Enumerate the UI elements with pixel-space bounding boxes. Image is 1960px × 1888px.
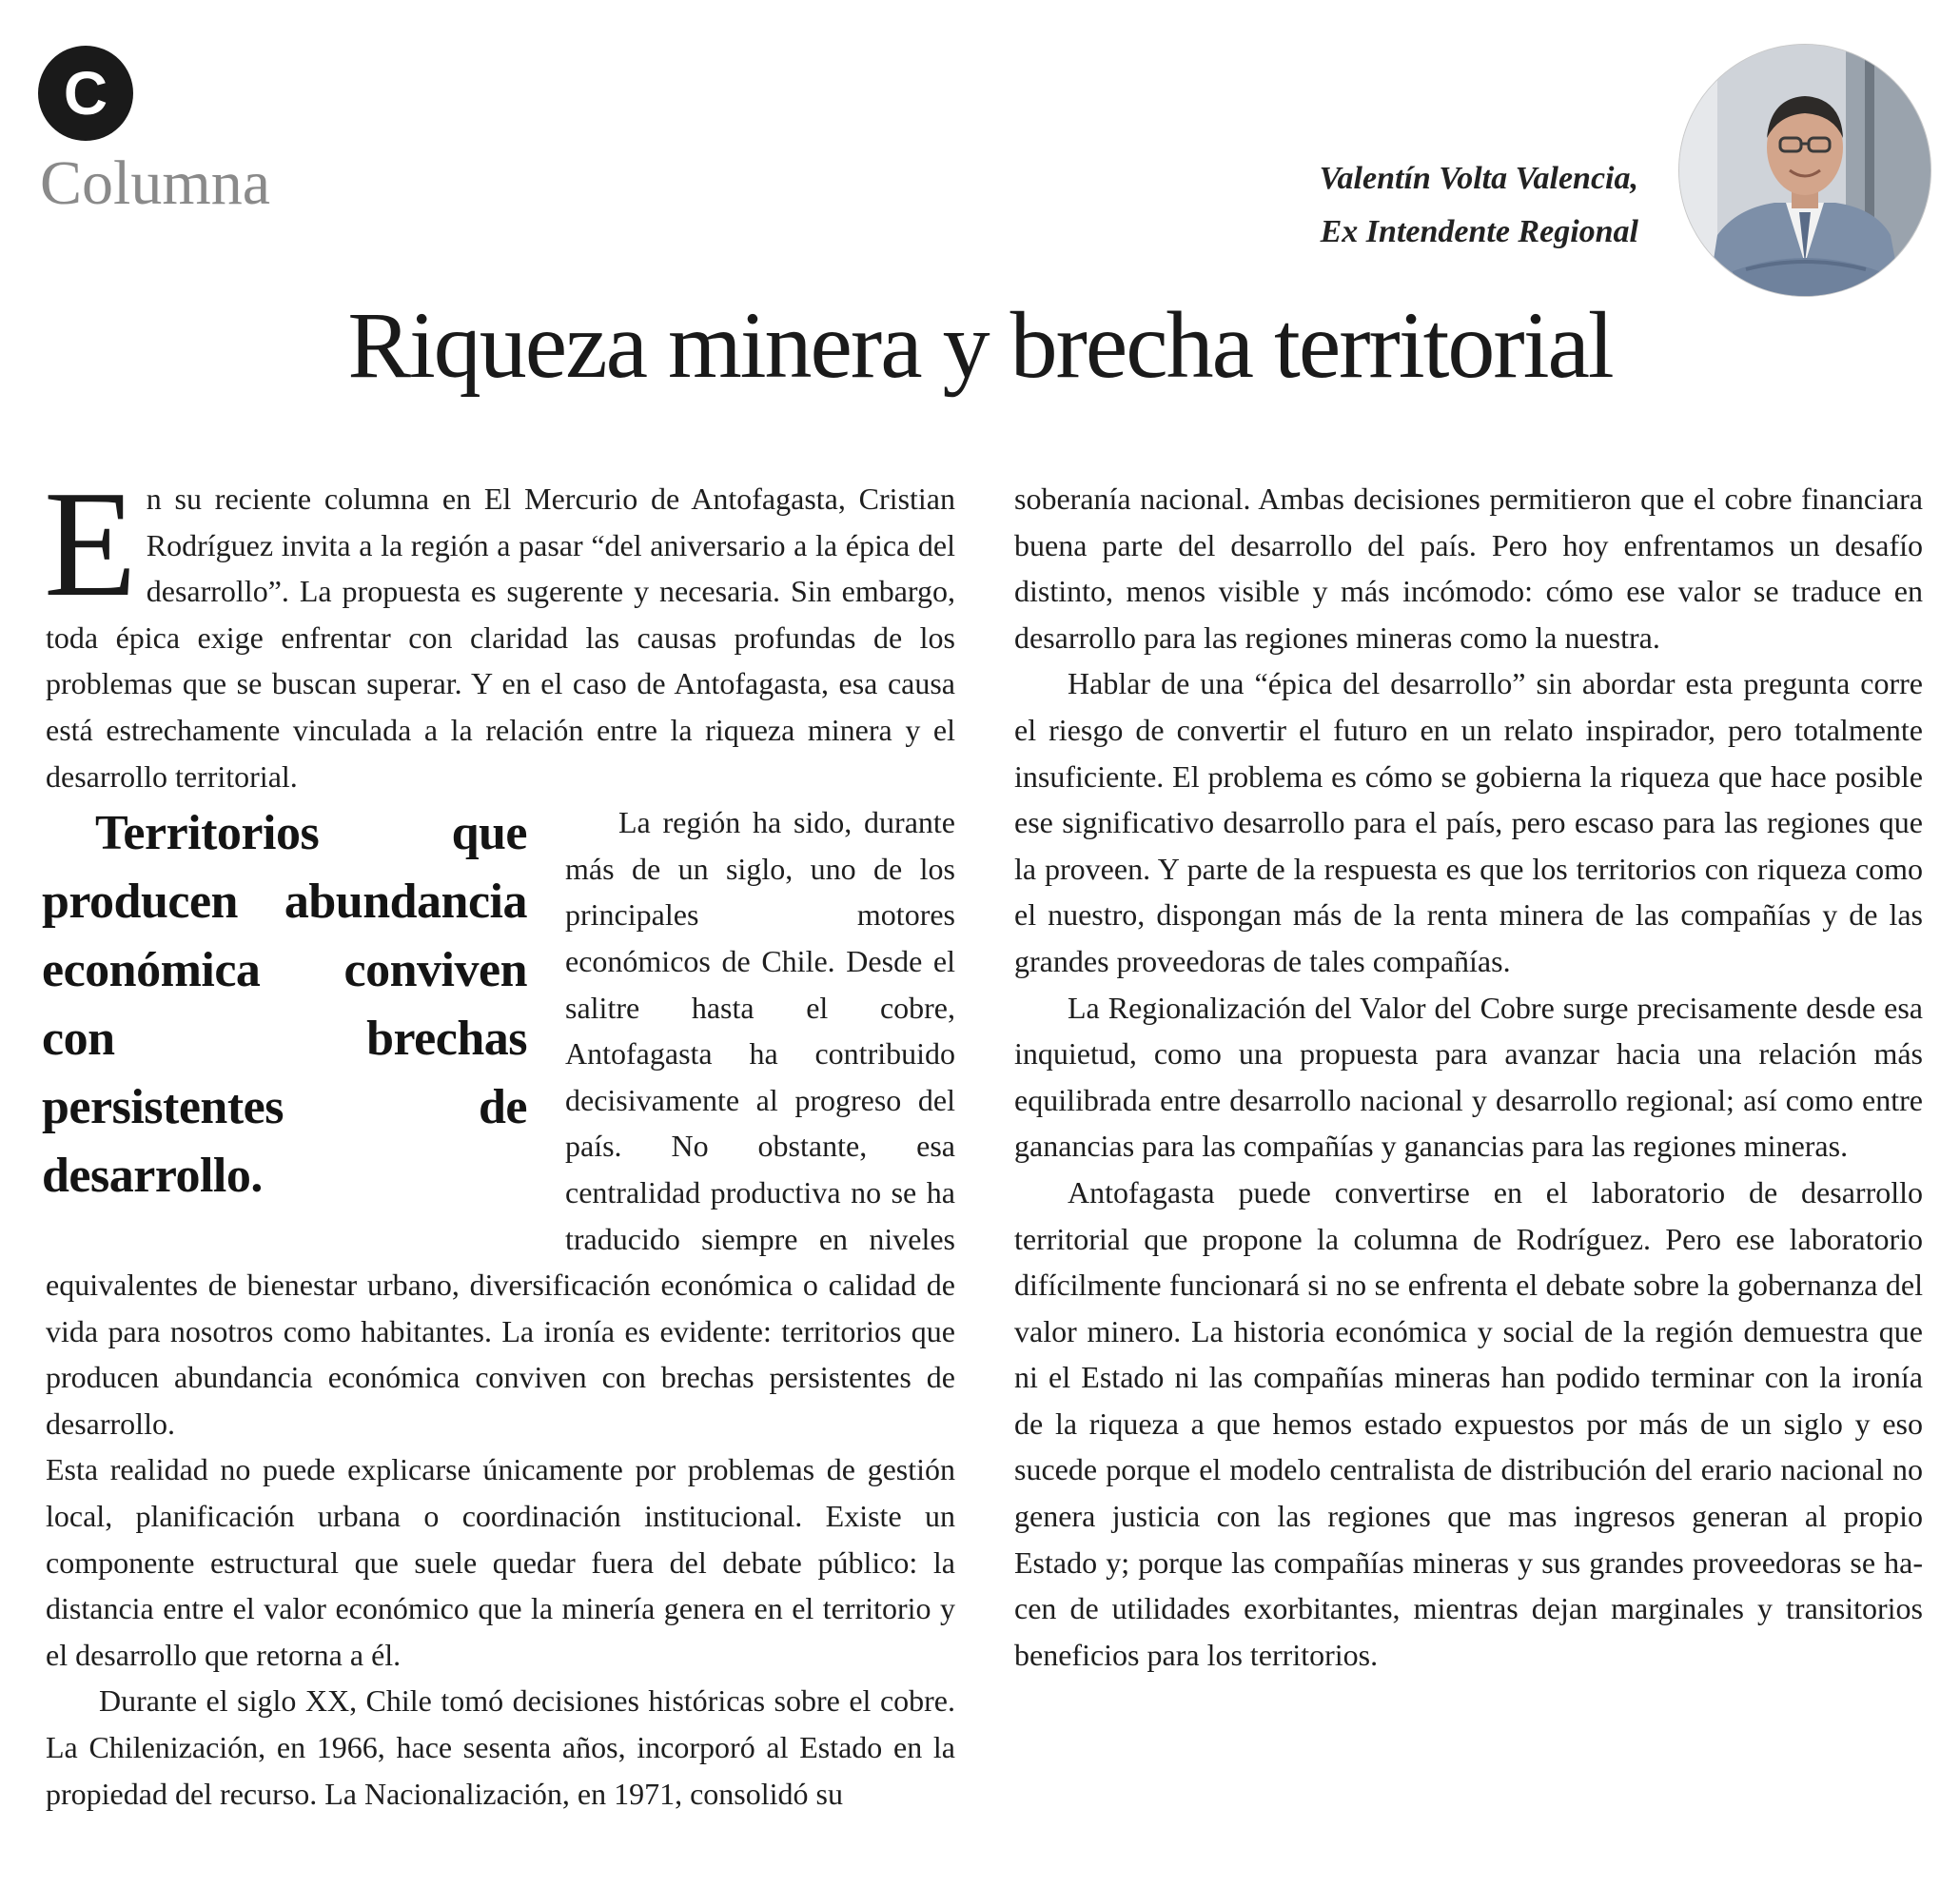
article-paragraph-text: n su reciente columna en El Mercurio de Antofagasta, Cristian Rodríguez invita a la región a pasar “del aniversario a la épica del desarrollo”. La propuesta es sugerente y necesaria. Sin embargo, toda épica exige enfrentar con claridad las causas profundas de los problemas que se buscan superar. Y en el caso de Antofagasta, esa causa está estrechamente vinculada a la relación entre la riqueza minera y el desarrollo territorial.: [46, 482, 955, 794]
headline: Riqueza minera y brecha territorial: [347, 292, 1613, 398]
article-paragraph: [1014, 985, 1923, 1170]
article-paragraph-text: La región ha sido, durante más de un siglo, uno de los principales motores económicos de Chile. Desde el salitre hasta el cobre, Antofagasta ha contribuido decisivamente al progreso del país. No obstante, esa centralidad productiva no se ha traducido siempre en niveles equivalentes de bienestar urbano, diversificación económica o calidad de vida para nosotros como habitantes. La ironía es evidente: territorios que producen abundancia económica conviven con brechas persistentes de desarrollo.: [46, 805, 955, 1441]
article-column-right: [1014, 476, 1923, 1678]
article-paragraph-continued: soberanía nacional. Ambas decisiones permitieron que el cobre financiara buena parte del desarrollo del país. Pero hoy enfrentamos un desafío distinto, menos visible y más incómodo: cómo ese valor se traduce en desarrollo para las regiones mineras como la nuestra.: [1014, 482, 1923, 655]
author-byline: [1320, 152, 1638, 259]
article-column-left: [42, 459, 955, 1817]
article-paragraph-text: La Regionalización del Valor del Cobre surge precisamente desde esa inquietud, como una propuesta para avanzar hacia una relación más equilibrada entre desarrollo nacional y desarrollo regional; así como entre ganancias para las compañías y ganancias para las regiones mineras.: [1014, 990, 1923, 1164]
article-paragraph-text: Durante el siglo XX, Chile tomó decisiones históricas sobre el cobre. La Chilenización, en 1966, hace sesenta años, incorporó al Estado en la propiedad del recurso. La Nacionalización, en 1971, consolidó su: [46, 1683, 955, 1811]
article-paragraph: [44, 459, 955, 799]
article-paragraph: [46, 1678, 955, 1817]
article-paragraph: [46, 1446, 955, 1678]
author-portrait-icon: [1679, 45, 1931, 296]
article-paragraph: [1014, 660, 1923, 984]
article-paragraph-text: Antofagasta puede convertirse en el laboratorio de desarrollo territorial que propone la columna de Rodríguez. Pero ese laboratorio difícilmente funcionará si no se enfrenta el debate sobre la gobernanza del valor minero. La historia económica y social de la región demuestra que ni el Estado ni las compañías mineras han podido terminar con la ironía de la riqueza a que hemos estado expuestos por más de un siglo y eso sucede porque el modelo centralista de distribución del erario nacional no genera justicia con las regiones que mas ingresos generan al propio Estado y; porque las compañías mineras y sus grandes proveedoras se hacen de utilidades exorbitantes, mientras dejan marginales y transitorios beneficios para los territorios.: [1014, 1174, 1923, 1672]
drop-cap: E: [44, 459, 137, 628]
article-paragraph: [1014, 1170, 1923, 1679]
article-paragraph: [42, 799, 955, 1446]
section-badge: [38, 46, 133, 141]
author-role: Ex Intendente Regional: [1320, 214, 1638, 249]
author-portrait: [1678, 44, 1931, 297]
section-badge-letter: C: [63, 59, 108, 128]
author-name: Valentín Volta Valencia,: [1319, 161, 1638, 196]
pull-quote: Territorios que producen abundancia económica conviven con brechas persistentes de desarrollo.: [42, 806, 527, 1204]
section-label: Columna: [40, 148, 270, 218]
article-paragraph-text: Esta realidad no puede explicarse únicamente por problemas de gestión local, planificación urbana o coordinación institucional. Existe un componente estructural que suele quedar fuera del debate público: la distancia entre el valor económico que la minería genera en el territorio y el desarrollo que retorna a él.: [46, 1452, 955, 1672]
article-paragraph-text: Hablar de una “épica del desarrollo” sin abordar esta pregunta corre el riesgo de convertir el futuro en un relato inspirador, pero totalmente insuficiente. El problema es cómo se gobierna la riqueza que hace posible ese significativo desarrollo para el país, pero escaso para las regiones que la proveen. Y parte de la respuesta es que los territorios con riqueza como el nuestro, dispongan más de la renta minera de las compañías y de las grandes proveedoras de tales compañías.: [1014, 666, 1923, 978]
